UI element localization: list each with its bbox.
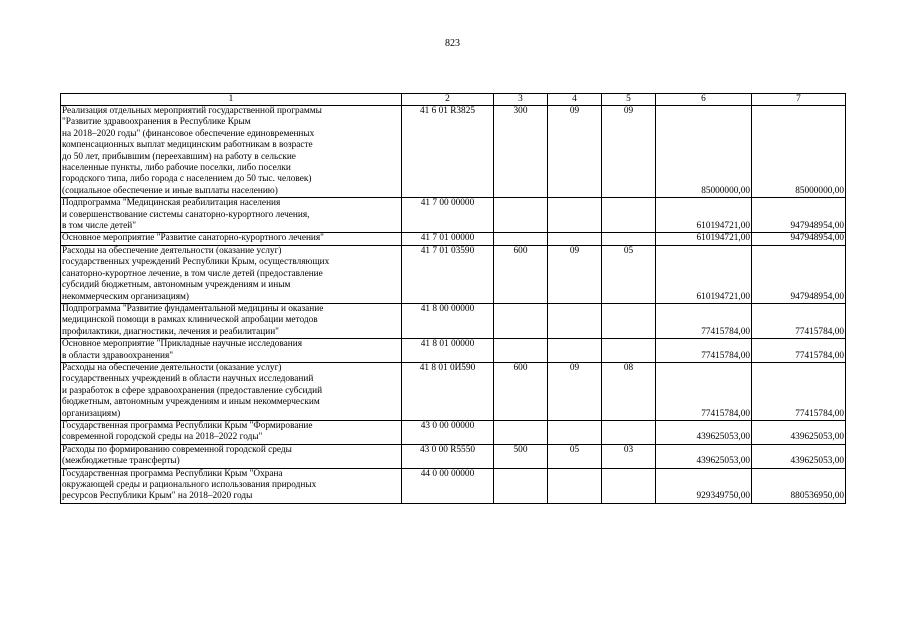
table-row	[61, 468, 846, 503]
column-header-6: 6	[656, 94, 752, 106]
row-section: 09	[548, 245, 602, 303]
row-target-article: 44 0 00 00000	[402, 468, 494, 503]
row-section	[548, 198, 602, 233]
row-amount-col7: 947948954,00	[752, 198, 846, 233]
row-amount-col6: 439625053,00	[656, 420, 752, 444]
row-name: Подпрограмма "Развитие фундаментальной медицины и оказание медицинской помощи в рамках клинической апробации методов профилактики, диагностики, лечения и реабилитации"	[61, 303, 402, 338]
row-section: 09	[548, 106, 602, 198]
row-amount-col6: 610194721,00	[656, 198, 752, 233]
table-row	[61, 233, 846, 245]
column-header-2: 2	[402, 94, 494, 106]
table-row	[61, 106, 846, 198]
row-amount-col7: 439625053,00	[752, 444, 846, 468]
table-row	[61, 245, 846, 303]
row-subsection	[602, 303, 656, 338]
table-row	[61, 198, 846, 233]
row-name: Расходы на обеспечение деятельности (оказание услуг) государственных учреждений Республики Крым, осуществляющих санаторно-курортное лечение, в том числе детей (предоставление субсидий бюджетным, автономным учреждениям и иным некоммерческим организациям)	[61, 245, 402, 303]
row-expense-type: 600	[494, 362, 548, 420]
row-amount-col7: 77415784,00	[752, 362, 846, 420]
row-subsection	[602, 233, 656, 245]
row-amount-col6: 77415784,00	[656, 362, 752, 420]
row-amount-col6: 439625053,00	[656, 444, 752, 468]
row-section	[548, 233, 602, 245]
row-name: Реализация отдельных мероприятий государственной программы "Развитие здравоохранения в Республике Крым на 2018–2020 годы" (финансовое обеспечение единовременных компенсационных выплат медицинским работникам в возрасте до 50 лет, прибывшим (переехавшим) на работу в сельские населенные пункты, либо рабочие поселки, либо поселки городского типа, либо города с населением до 50 тыс. человек) (социальное обеспечение и иные выплаты населению)	[61, 106, 402, 198]
table-row	[61, 444, 846, 468]
table-row	[61, 303, 846, 338]
row-subsection: 08	[602, 362, 656, 420]
row-expense-type	[494, 420, 548, 444]
row-target-article: 41 7 01 00000	[402, 233, 494, 245]
row-target-article: 41 7 01 03590	[402, 245, 494, 303]
row-section	[548, 303, 602, 338]
row-amount-col7: 947948954,00	[752, 245, 846, 303]
page-number: 823	[445, 38, 460, 49]
row-name: Расходы на обеспечение деятельности (оказание услуг) государственных учреждений в области научных исследований и разработок в сфере здравоохранения (предоставление субсидий бюджетным, автономным учреждениям и иным некоммерческим организациям)	[61, 362, 402, 420]
row-expense-type	[494, 198, 548, 233]
row-subsection	[602, 468, 656, 503]
row-amount-col7: 85000000,00	[752, 106, 846, 198]
row-expense-type	[494, 468, 548, 503]
row-amount-col6: 610194721,00	[656, 233, 752, 245]
table-row	[61, 339, 846, 363]
row-section: 05	[548, 444, 602, 468]
row-target-article: 41 7 00 00000	[402, 198, 494, 233]
row-target-article: 41 8 01 00000	[402, 339, 494, 363]
row-target-article: 43 0 00 00000	[402, 420, 494, 444]
row-name: Подпрограмма "Медицинская реабилитация населения и совершенствование системы санаторно-курортного лечения, в том числе детей"	[61, 198, 402, 233]
column-header-5: 5	[602, 94, 656, 106]
row-subsection: 05	[602, 245, 656, 303]
row-expense-type: 300	[494, 106, 548, 198]
row-amount-col6: 77415784,00	[656, 339, 752, 363]
row-subsection: 03	[602, 444, 656, 468]
row-expense-type: 500	[494, 444, 548, 468]
row-section	[548, 420, 602, 444]
row-name: Государственная программа Республики Крым "Охрана окружающей среды и рационального использования природных ресурсов Республики Крым" на 2018–2020 годы	[61, 468, 402, 503]
header-row	[61, 94, 846, 106]
row-amount-col6: 929349750,00	[656, 468, 752, 503]
row-amount-col6: 85000000,00	[656, 106, 752, 198]
row-amount-col7: 77415784,00	[752, 303, 846, 338]
row-name: Основное мероприятие "Развитие санаторно-курортного лечения"	[61, 233, 402, 245]
row-subsection: 09	[602, 106, 656, 198]
row-section	[548, 339, 602, 363]
column-header-7: 7	[752, 94, 846, 106]
row-expense-type	[494, 233, 548, 245]
row-target-article: 43 0 00 R5550	[402, 444, 494, 468]
column-header-3: 3	[494, 94, 548, 106]
row-subsection	[602, 339, 656, 363]
row-subsection	[602, 198, 656, 233]
row-section	[548, 468, 602, 503]
row-subsection	[602, 420, 656, 444]
row-target-article: 41 8 00 00000	[402, 303, 494, 338]
table-row	[61, 420, 846, 444]
row-section: 09	[548, 362, 602, 420]
row-expense-type	[494, 339, 548, 363]
row-name: Расходы по формированию современной городской среды (межбюджетные трансферты)	[61, 444, 402, 468]
table-row	[61, 362, 846, 420]
row-expense-type: 600	[494, 245, 548, 303]
row-amount-col6: 610194721,00	[656, 245, 752, 303]
budget-table	[60, 93, 846, 504]
row-amount-col6: 77415784,00	[656, 303, 752, 338]
row-name: Государственная программа Республики Крым "Формирование современной городской среды на 2018–2022 годы"	[61, 420, 402, 444]
column-header-1: 1	[61, 94, 402, 106]
column-header-4: 4	[548, 94, 602, 106]
row-amount-col7: 439625053,00	[752, 420, 846, 444]
row-target-article: 41 8 01 0И590	[402, 362, 494, 420]
row-name: Основное мероприятие "Прикладные научные исследования в области здравоохранения"	[61, 339, 402, 363]
row-amount-col7: 77415784,00	[752, 339, 846, 363]
row-expense-type	[494, 303, 548, 338]
row-target-article: 41 6 01 R3825	[402, 106, 494, 198]
row-amount-col7: 880536950,00	[752, 468, 846, 503]
row-amount-col7: 947948954,00	[752, 233, 846, 245]
